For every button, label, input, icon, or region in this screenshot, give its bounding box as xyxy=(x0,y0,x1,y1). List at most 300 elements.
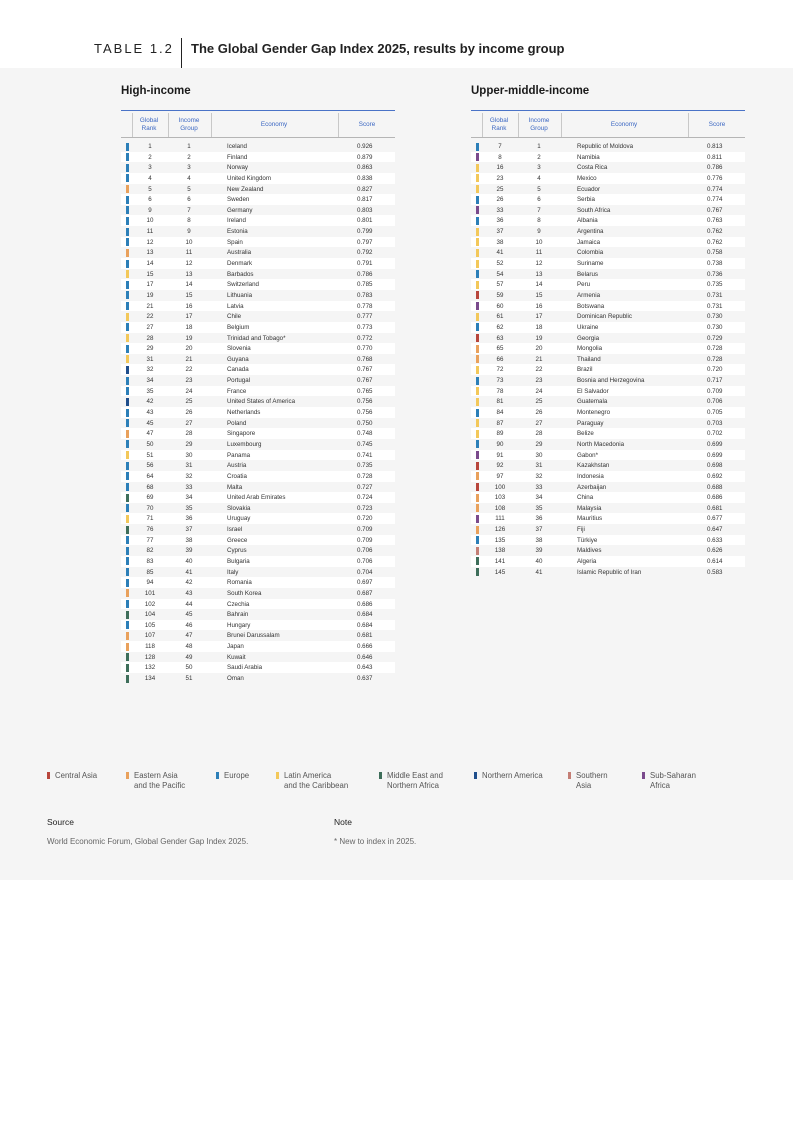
score-cell: 0.686 xyxy=(357,600,373,608)
table-row xyxy=(471,301,745,312)
score-cell: 0.686 xyxy=(707,494,723,502)
region-marker xyxy=(126,206,129,214)
economy-cell: Dominican Republic xyxy=(577,313,633,321)
global-rank-cell: 52 xyxy=(496,260,504,268)
score-cell: 0.702 xyxy=(707,430,723,438)
income-group-cell: 40 xyxy=(535,557,543,565)
region-marker xyxy=(126,377,129,385)
table-row xyxy=(121,375,395,386)
economy-cell: Iceland xyxy=(227,143,247,150)
legend-swatch xyxy=(276,772,279,779)
income-group-cell: 46 xyxy=(185,621,193,629)
region-marker xyxy=(126,270,129,278)
region-marker xyxy=(476,153,479,161)
global-rank-cell: 17 xyxy=(146,281,154,289)
score-cell: 0.768 xyxy=(357,355,373,363)
global-rank-cell: 76 xyxy=(146,526,154,534)
global-rank-cell: 78 xyxy=(496,387,504,395)
income-group-cell: 39 xyxy=(185,547,193,555)
score-cell: 0.684 xyxy=(357,611,373,619)
economy-cell: North Macedonia xyxy=(577,440,625,448)
global-rank-cell: 32 xyxy=(146,366,154,374)
region-marker xyxy=(126,536,129,544)
score-cell: 0.786 xyxy=(707,164,723,172)
income-group-cell: 10 xyxy=(535,238,543,246)
economy-cell: Gabon* xyxy=(577,451,598,459)
legend-label: Middle East and Northern Africa xyxy=(387,771,443,790)
legend-swatch xyxy=(568,772,571,779)
global-rank-cell: 81 xyxy=(496,398,504,406)
table-row xyxy=(471,450,745,461)
global-rank-cell: 28 xyxy=(146,334,154,342)
economy-cell: United States of America xyxy=(227,398,296,406)
region-marker xyxy=(126,675,129,683)
economy-cell: El Salvador xyxy=(577,387,609,395)
score-cell: 0.723 xyxy=(357,504,373,512)
global-rank-cell: 54 xyxy=(496,270,504,278)
economy-cell: Lithuania xyxy=(227,291,253,299)
global-rank-cell: 14 xyxy=(146,260,154,268)
score-cell: 0.633 xyxy=(707,536,723,544)
table-row xyxy=(471,439,745,450)
score-cell: 0.777 xyxy=(357,313,373,321)
table-row xyxy=(121,503,395,514)
global-rank-cell: 26 xyxy=(496,196,504,204)
high-income-table xyxy=(121,110,395,684)
economy-cell: Australia xyxy=(227,249,252,257)
global-rank-cell: 19 xyxy=(146,291,154,299)
income-group-cell: 38 xyxy=(535,536,543,544)
table-row xyxy=(121,162,395,173)
region-marker xyxy=(476,249,479,257)
high-income-title: High-income xyxy=(121,85,191,97)
economy-cell: Belize xyxy=(577,430,594,438)
score-cell: 0.786 xyxy=(357,270,373,278)
income-group-cell: 5 xyxy=(187,185,191,193)
score-cell: 0.811 xyxy=(707,153,723,161)
income-group-cell: 5 xyxy=(537,185,541,193)
economy-cell: Guatemala xyxy=(577,398,608,406)
economy-cell: Brunei Darussalam xyxy=(227,632,280,640)
income-group-cell: 45 xyxy=(185,611,193,619)
table-row xyxy=(121,662,395,673)
global-rank-cell: 134 xyxy=(144,675,156,683)
score-cell: 0.758 xyxy=(707,249,723,257)
table-row xyxy=(121,418,395,429)
score-cell: 0.803 xyxy=(357,206,373,214)
economy-cell: Costa Rica xyxy=(577,164,608,172)
economy-cell: Albania xyxy=(577,217,598,225)
income-group-cell: 3 xyxy=(537,164,541,172)
income-group-cell: 29 xyxy=(535,440,543,448)
economy-cell: Ecuador xyxy=(577,185,601,193)
legend-label: Europe xyxy=(224,771,250,780)
global-rank-cell: 50 xyxy=(146,440,154,448)
global-rank-cell: 73 xyxy=(496,377,504,385)
income-group-cell: 28 xyxy=(535,430,543,438)
score-cell: 0.813 xyxy=(707,143,723,150)
income-group-cell: 39 xyxy=(535,547,543,555)
economy-cell: Spain xyxy=(227,238,243,246)
page-header xyxy=(0,0,793,68)
income-group-cell: 32 xyxy=(535,472,543,480)
header-divider xyxy=(181,38,182,68)
global-rank-cell: 64 xyxy=(146,472,154,480)
income-group-cell: 22 xyxy=(185,366,193,374)
table-row xyxy=(121,577,395,588)
income-group-cell: 47 xyxy=(185,632,193,640)
table-row xyxy=(121,407,395,418)
region-marker xyxy=(126,632,129,640)
score-cell: 0.684 xyxy=(357,621,373,629)
score-cell: 0.699 xyxy=(707,451,723,459)
table-row xyxy=(121,535,395,546)
economy-cell: Jamaica xyxy=(577,238,601,246)
region-marker xyxy=(126,526,129,534)
global-rank-cell: 21 xyxy=(146,302,154,310)
table-row xyxy=(121,482,395,493)
global-rank-cell: 15 xyxy=(146,270,154,278)
table-header xyxy=(121,110,395,138)
global-rank-cell: 71 xyxy=(146,515,154,523)
score-cell: 0.767 xyxy=(357,377,373,385)
col-header-global-rank: Global Rank xyxy=(489,117,509,132)
global-rank-cell: 62 xyxy=(496,323,504,331)
income-group-cell: 22 xyxy=(535,366,543,374)
table-row xyxy=(471,343,745,354)
global-rank-cell: 111 xyxy=(495,515,505,523)
table-row xyxy=(471,482,745,493)
col-separator xyxy=(518,113,519,137)
economy-cell: Saudi Arabia xyxy=(227,664,263,672)
global-rank-cell: 16 xyxy=(496,164,504,172)
global-rank-cell: 135 xyxy=(494,536,506,544)
region-marker xyxy=(476,451,479,459)
table-row xyxy=(471,567,745,578)
score-cell: 0.706 xyxy=(707,398,723,406)
table-row xyxy=(121,513,395,524)
score-cell: 0.926 xyxy=(357,143,373,150)
region-marker xyxy=(126,589,129,597)
income-group-cell: 6 xyxy=(187,196,191,204)
score-cell: 0.774 xyxy=(707,196,723,204)
global-rank-cell: 107 xyxy=(144,632,156,640)
table-row xyxy=(471,215,745,226)
region-marker xyxy=(476,206,479,214)
region-marker xyxy=(476,302,479,310)
global-rank-cell: 69 xyxy=(146,494,154,502)
global-rank-cell: 25 xyxy=(496,185,504,193)
income-group-cell: 41 xyxy=(535,568,543,576)
score-cell: 0.729 xyxy=(707,334,723,342)
economy-cell: Greece xyxy=(227,536,248,544)
region-marker xyxy=(126,217,129,225)
score-cell: 0.741 xyxy=(357,451,373,459)
income-group-cell: 41 xyxy=(185,568,193,576)
economy-cell: Panama xyxy=(227,451,251,459)
score-cell: 0.626 xyxy=(707,547,723,555)
table-row xyxy=(121,247,395,258)
region-marker xyxy=(476,557,479,565)
income-group-cell: 20 xyxy=(535,345,543,353)
global-rank-cell: 57 xyxy=(496,281,504,289)
table-row xyxy=(121,641,395,652)
score-cell: 0.614 xyxy=(707,557,723,565)
region-marker xyxy=(126,302,129,310)
region-marker xyxy=(126,557,129,565)
income-group-cell: 20 xyxy=(185,345,193,353)
region-marker xyxy=(126,462,129,470)
region-marker xyxy=(126,664,129,672)
region-marker xyxy=(126,600,129,608)
score-cell: 0.706 xyxy=(357,547,373,555)
score-cell: 0.703 xyxy=(707,419,723,427)
income-group-cell: 24 xyxy=(535,387,543,395)
table-row xyxy=(121,471,395,482)
income-group-cell: 44 xyxy=(185,600,193,608)
economy-cell: Serbia xyxy=(577,196,595,204)
economy-cell: South Africa xyxy=(577,206,611,214)
score-cell: 0.731 xyxy=(707,291,723,299)
table-row xyxy=(121,524,395,535)
table-row xyxy=(121,333,395,344)
table-row xyxy=(471,247,745,258)
table-row xyxy=(471,524,745,535)
region-marker xyxy=(126,430,129,438)
income-group-cell: 10 xyxy=(185,238,193,246)
income-group-cell: 16 xyxy=(185,302,193,310)
score-cell: 0.666 xyxy=(357,643,373,651)
economy-cell: Azerbaijan xyxy=(577,483,607,491)
global-rank-cell: 11 xyxy=(146,228,154,236)
global-rank-cell: 83 xyxy=(146,557,154,565)
economy-cell: Colombia xyxy=(577,249,604,257)
economy-cell: Indonesia xyxy=(577,472,604,480)
legend-label: Southern Asia xyxy=(576,771,608,790)
region-marker xyxy=(126,568,129,576)
economy-cell: Suriname xyxy=(577,260,604,268)
score-cell: 0.699 xyxy=(707,440,723,448)
region-marker xyxy=(126,153,129,161)
region-marker xyxy=(476,238,479,246)
score-cell: 0.706 xyxy=(357,557,373,565)
table-row xyxy=(471,311,745,322)
score-cell: 0.797 xyxy=(357,238,373,246)
legend-swatch xyxy=(379,772,382,779)
income-group-cell: 1 xyxy=(537,143,541,150)
region-marker xyxy=(126,515,129,523)
table-row xyxy=(471,471,745,482)
region-marker xyxy=(126,345,129,353)
region-marker xyxy=(126,653,129,661)
source-heading: Source xyxy=(47,817,74,827)
region-marker xyxy=(476,419,479,427)
income-group-cell: 7 xyxy=(537,206,541,214)
region-marker xyxy=(126,313,129,321)
score-cell: 0.735 xyxy=(707,281,723,289)
region-marker xyxy=(476,377,479,385)
region-marker xyxy=(126,451,129,459)
region-legend xyxy=(0,771,793,801)
table-row xyxy=(471,173,745,184)
income-group-cell: 38 xyxy=(185,536,193,544)
global-rank-cell: 13 xyxy=(146,249,154,257)
table-row xyxy=(121,567,395,578)
economy-cell: Netherlands xyxy=(227,409,261,417)
economy-cell: Italy xyxy=(227,568,239,576)
region-marker xyxy=(476,462,479,470)
region-marker xyxy=(476,291,479,299)
income-group-cell: 11 xyxy=(535,249,543,257)
table-row xyxy=(121,386,395,397)
income-group-cell: 30 xyxy=(185,451,193,459)
economy-cell: Argentina xyxy=(577,228,604,236)
region-marker xyxy=(126,579,129,587)
table-row xyxy=(471,354,745,365)
income-group-cell: 14 xyxy=(185,281,193,289)
global-rank-cell: 118 xyxy=(145,643,155,651)
table-row xyxy=(471,194,745,205)
score-cell: 0.791 xyxy=(357,260,373,268)
economy-cell: Brazil xyxy=(577,366,593,374)
region-marker xyxy=(476,164,479,172)
score-cell: 0.748 xyxy=(357,430,373,438)
global-rank-cell: 138 xyxy=(494,547,506,555)
economy-cell: Guyana xyxy=(227,355,249,363)
col-header-economy: Economy xyxy=(260,120,288,128)
table-row xyxy=(121,428,395,439)
col-header-income-group: Income Group xyxy=(178,117,200,132)
income-group-cell: 31 xyxy=(535,462,543,470)
income-group-cell: 25 xyxy=(185,398,193,406)
global-rank-cell: 102 xyxy=(144,600,156,608)
region-marker xyxy=(126,398,129,406)
table-row xyxy=(121,556,395,567)
table-row xyxy=(121,652,395,663)
global-rank-cell: 8 xyxy=(498,153,502,161)
region-marker xyxy=(126,228,129,236)
economy-cell: Mexico xyxy=(577,174,597,182)
economy-cell: Slovenia xyxy=(227,345,251,353)
global-rank-cell: 97 xyxy=(496,472,504,480)
global-rank-cell: 29 xyxy=(146,345,154,353)
income-group-cell: 33 xyxy=(185,483,193,491)
global-rank-cell: 9 xyxy=(148,206,152,214)
table-row xyxy=(471,386,745,397)
col-header-income-group: Income Group xyxy=(528,117,550,132)
table-row xyxy=(471,279,745,290)
economy-cell: Chile xyxy=(227,313,242,321)
income-group-cell: 8 xyxy=(537,217,541,225)
region-marker xyxy=(126,483,129,491)
income-group-cell: 13 xyxy=(535,270,543,278)
economy-cell: Uruguay xyxy=(227,515,251,523)
table-row xyxy=(471,333,745,344)
score-cell: 0.647 xyxy=(707,526,723,534)
legend-swatch xyxy=(47,772,50,779)
region-marker xyxy=(126,472,129,480)
region-marker xyxy=(476,260,479,268)
table-row xyxy=(471,428,745,439)
economy-cell: Islamic Republic of Iran xyxy=(577,568,642,576)
score-cell: 0.767 xyxy=(707,206,723,214)
region-marker xyxy=(126,387,129,395)
region-marker xyxy=(476,409,479,417)
global-rank-cell: 94 xyxy=(146,579,154,587)
income-group-cell: 13 xyxy=(185,270,193,278)
score-cell: 0.730 xyxy=(707,323,723,331)
table-row xyxy=(471,375,745,386)
income-group-cell: 28 xyxy=(185,430,193,438)
global-rank-cell: 37 xyxy=(496,228,504,236)
economy-cell: Austria xyxy=(227,462,247,470)
economy-cell: Finland xyxy=(227,153,248,161)
score-cell: 0.688 xyxy=(707,483,723,491)
economy-cell: Belarus xyxy=(577,270,598,278)
global-rank-cell: 100 xyxy=(494,483,506,491)
score-cell: 0.637 xyxy=(357,675,373,683)
table-row xyxy=(121,545,395,556)
economy-cell: Croatia xyxy=(227,472,247,480)
score-cell: 0.785 xyxy=(357,281,373,289)
economy-cell: Sweden xyxy=(227,196,250,204)
table-row xyxy=(471,535,745,546)
economy-cell: Israel xyxy=(227,526,243,534)
table-row xyxy=(471,184,745,195)
region-marker xyxy=(476,281,479,289)
score-cell: 0.705 xyxy=(707,409,723,417)
economy-cell: Namibia xyxy=(577,153,600,161)
economy-cell: Trinidad and Tobago* xyxy=(227,334,286,342)
global-rank-cell: 89 xyxy=(496,430,504,438)
economy-cell: Germany xyxy=(227,206,253,214)
table-row xyxy=(471,290,745,301)
economy-cell: Georgia xyxy=(577,334,600,342)
income-group-cell: 19 xyxy=(185,334,193,342)
legend-label: Eastern Asia and the Pacific xyxy=(134,771,186,790)
global-rank-cell: 7 xyxy=(498,143,502,150)
economy-cell: Kazakhstan xyxy=(577,462,610,470)
global-rank-cell: 2 xyxy=(148,153,152,161)
region-marker xyxy=(476,494,479,502)
table-row xyxy=(121,184,395,195)
score-cell: 0.838 xyxy=(357,174,373,182)
global-rank-cell: 85 xyxy=(146,568,154,576)
income-group-cell: 12 xyxy=(535,260,543,268)
table-row xyxy=(121,450,395,461)
table-row xyxy=(121,215,395,226)
table-header xyxy=(471,110,745,138)
table-row xyxy=(121,364,395,375)
region-marker xyxy=(126,249,129,257)
economy-cell: Switzerland xyxy=(227,281,259,289)
global-rank-cell: 61 xyxy=(496,313,504,321)
income-group-cell: 35 xyxy=(185,504,193,512)
economy-cell: Bosnia and Herzegovina xyxy=(577,377,645,385)
table-row xyxy=(121,630,395,641)
score-cell: 0.583 xyxy=(707,568,723,576)
table-id: TABLE 1.2 xyxy=(94,41,174,56)
region-marker xyxy=(476,526,479,534)
score-cell: 0.762 xyxy=(707,238,723,246)
score-cell: 0.692 xyxy=(707,472,723,480)
global-rank-cell: 12 xyxy=(146,238,154,246)
score-cell: 0.730 xyxy=(707,313,723,321)
table-row xyxy=(121,620,395,631)
table-row xyxy=(121,258,395,269)
global-rank-cell: 108 xyxy=(494,504,506,512)
table-row xyxy=(121,492,395,503)
